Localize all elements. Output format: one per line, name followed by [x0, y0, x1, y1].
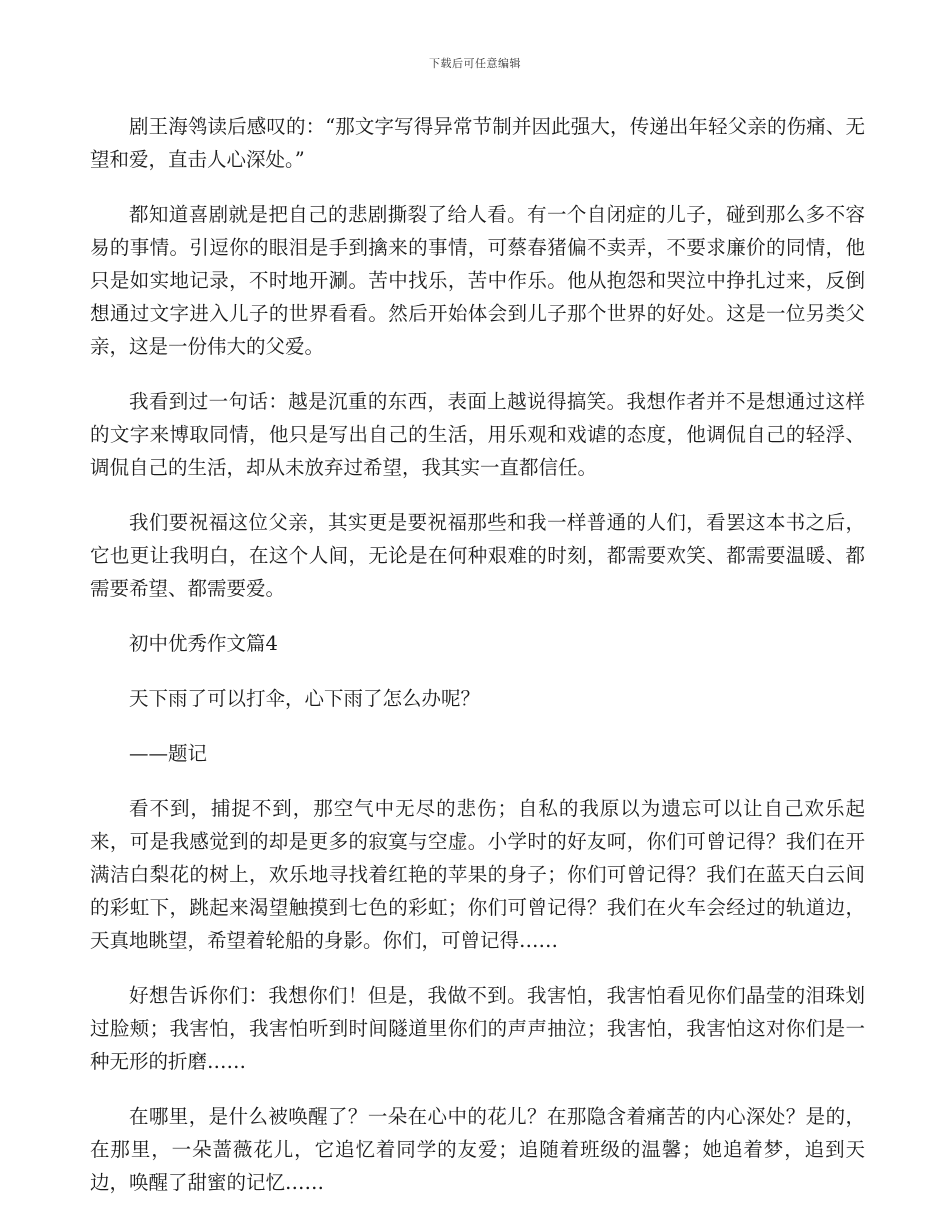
paragraph: 我们要祝福这位父亲，其实更是要祝福那些和我一样普通的人们，看罢这本书之后，它也更让我明白，在这个人间，无论是在何种艰难的时刻，都需要欢笑、都需要温暖、都需要希望、都需要爱。 [90, 511, 865, 600]
paragraph: 在哪里，是什么被唤醒了？一朵在心中的花儿？在那隐含着痛苦的内心深处？是的，在那里，一朵蔷薇花儿，它追忆着同学的友爱；追随着班级的温馨；她追着梦，追到天边，唤醒了甜蜜的记忆…… [90, 1105, 865, 1194]
epigraph-attribution: ——题记 [129, 742, 208, 765]
document-body [90, 110, 865, 1221]
paragraph: 看不到，捕捉不到，那空气中无尽的悲伤；自私的我原以为遗忘可以让自己欢乐起来，可是我感觉到的却是更多的寂寞与空虚。小学时的好友呵，你们可曾记得？我们在开满洁白梨花的树上，欢乐地寻找着红艳的苹果的身子；你们可曾记得？我们在蓝天白云间的彩虹下，跳起来渴望触摸到七色的彩虹；你们可曾记得？我们在火车会经过的轨道边，天真地眺望，希望着轮船的身影。你们，可曾记得…… [90, 797, 865, 952]
paragraph: 剧王海鸰读后感叹的：“那文字写得异常节制并因此强大，传递出年轻父亲的伤痛、无望和爱，直击人心深处。” [90, 115, 865, 171]
page-header: 下载后可任意编辑 [429, 57, 521, 70]
paragraph: 都知道喜剧就是把自己的悲剧撕裂了给人看。有一个自闭症的儿子，碰到那么多不容易的事情。引逗你的眼泪是手到擒来的事情，可蔡春猪偏不卖弄，不要求廉价的同情，他只是如实地记录，不时地开涮。苦中找乐，苦中作乐。他从抱怨和哭泣中挣扎过来，反倒想通过文字进入儿子的世界看看。然后开始体会到儿子那个世界的好处。这是一位另类父亲，这是一份伟大的父爱。 [90, 203, 865, 358]
section-heading: 初中优秀作文篇4 [129, 632, 278, 655]
paragraph: 我看到过一句话：越是沉重的东西，表面上越说得搞笑。我想作者并不是想通过这样的文字来博取同情，他只是写出自己的生活，用乐观和戏谑的态度，他调侃自己的轻浮、调侃自己的生活，却从未放弃过希望，我其实一直都信任。 [90, 390, 865, 479]
paragraph: 好想告诉你们：我想你们！但是，我做不到。我害怕，我害怕看见你们晶莹的泪珠划过脸颊；我害怕，我害怕听到时间隧道里你们的声声抽泣；我害怕，我害怕这对你们是一种无形的折磨…… [90, 984, 865, 1073]
epigraph: 天下雨了可以打伞，心下雨了怎么办呢？ [129, 687, 481, 710]
